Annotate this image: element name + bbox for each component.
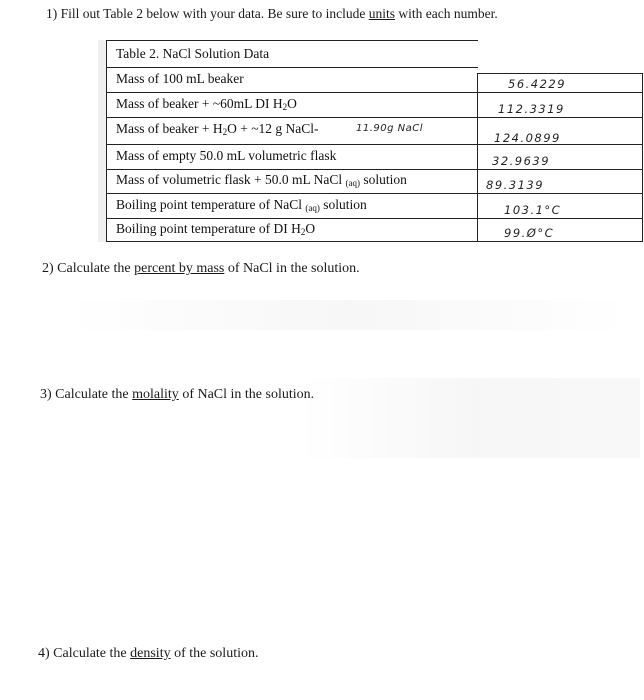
row-label-beaker-water-nacl: Mass of beaker + $H_2O$ + ~12 g NaCl-: [116, 121, 319, 137]
row-label-beaker: Mass of 100 mL beaker: [116, 71, 244, 86]
question-2: [42, 261, 360, 277]
row-label-bp-solution: Boiling point temperature of NaCl $_{(aq)}$ solution: [116, 197, 367, 213]
question-3: [40, 387, 314, 403]
question-1-suffix: with each number.: [395, 6, 498, 21]
question-2-underlined: percent by mass: [134, 261, 225, 276]
question-1-prefix: 1) Fill out Table 2 below with your data. Be sure to include: [46, 6, 369, 21]
value-beaker-water: 112.3319: [498, 102, 565, 116]
question-3-suffix: of NaCl in the solution.: [178, 387, 315, 402]
table-title: [116, 46, 269, 62]
value-beaker: 56.4229: [508, 77, 567, 91]
bleed-through-texture: [70, 300, 630, 330]
question-1-underlined: units: [368, 6, 396, 21]
nacl-data-table: [106, 40, 643, 242]
table-title-bold: Table 2.: [116, 46, 160, 61]
question-3-underlined: molality: [132, 387, 179, 402]
value-bp-water: 99.Ø°C: [504, 226, 555, 240]
question-4-underlined: density: [130, 646, 171, 661]
question-4-suffix: of the solution.: [170, 646, 259, 661]
question-3-prefix: 3) Calculate the: [40, 387, 133, 402]
row-label-flask-solution: Mass of volumetric flask + 50.0 mL NaCl $_{(aq)}$ solution: [116, 172, 407, 188]
row-label-beaker-water: Mass of beaker + ~60mL DI $H_2O$: [116, 96, 297, 112]
value-beaker-water-nacl: 124.0899: [494, 131, 561, 145]
question-2-prefix: 2) Calculate the: [42, 261, 135, 276]
row-label-empty-flask: Mass of empty 50.0 mL volumetric flask: [116, 148, 337, 163]
question-1: [46, 6, 498, 22]
table-shade: [98, 40, 106, 242]
table-title-rest: NaCl Solution Data: [159, 46, 270, 61]
handwritten-nacl-note: 11.90g NaCl: [356, 123, 424, 134]
bleed-through-texture: [300, 378, 640, 458]
question-4: [38, 646, 258, 662]
row-label-bp-water: Boiling point temperature of DI $H_2O$: [116, 221, 316, 237]
value-flask-solution: 89.3139: [486, 178, 545, 192]
question-4-prefix: 4) Calculate the: [38, 646, 131, 661]
value-empty-flask: 32.9639: [492, 154, 551, 168]
value-bp-solution: 103.1°C: [504, 203, 562, 217]
question-2-suffix: of NaCl in the solution.: [224, 261, 360, 276]
